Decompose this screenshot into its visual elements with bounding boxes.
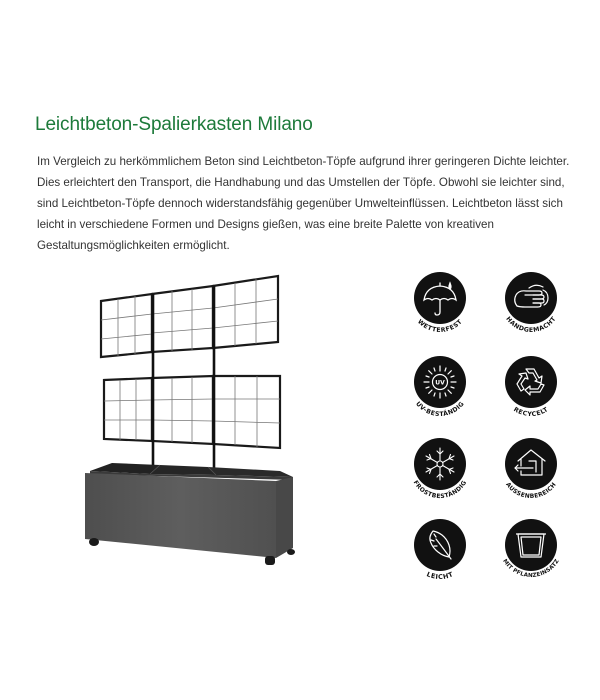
uv-text: UV xyxy=(435,379,445,387)
description-line: Dies erleichtert den Transport, die Handhabung und das Umstellen der Töpfe. Obwohl sie leichter sind, xyxy=(37,176,565,189)
feature-outdoor xyxy=(491,434,571,514)
planter-side xyxy=(276,477,293,558)
trellis-bottom xyxy=(104,376,280,448)
feature-label: WETTERFEST xyxy=(416,318,464,335)
trellis-top xyxy=(101,276,278,357)
product-description xyxy=(37,151,577,256)
feature-frost-resistant xyxy=(400,434,480,514)
description-line: Im Vergleich zu herkömmlichem Beton sind Leichtbeton-Töpfe aufgrund ihrer geringeren Dichte leichter. xyxy=(37,155,570,168)
description-line: Gestaltungsmöglichkeiten ermöglicht. xyxy=(37,239,230,252)
planter-foot xyxy=(89,538,99,546)
description-line: sind Leichtbeton-Töpfe dennoch widerstandsfähig gegenüber Umwelteinflüssen. Leichtbeton lässt sich xyxy=(37,197,563,210)
badge-plant-insert xyxy=(491,515,571,595)
feature-weatherproof xyxy=(400,268,480,348)
badge-handmade xyxy=(491,268,571,348)
planter-foot xyxy=(265,556,275,565)
trellis-posts xyxy=(153,286,214,473)
svg-text:LEICHT xyxy=(425,570,454,581)
feature-label: UV-BESTÄNDIG xyxy=(414,400,466,419)
planter-body xyxy=(85,473,276,558)
feature-label: LEICHT xyxy=(425,570,455,582)
feature-label: RECYCELT xyxy=(512,406,550,419)
badge-outdoor xyxy=(491,434,571,514)
feature-uv-resistant xyxy=(400,352,480,432)
feature-recycled xyxy=(491,352,571,432)
product-image xyxy=(80,268,310,588)
planter-foot xyxy=(287,549,295,555)
feature-handmade xyxy=(491,268,571,348)
badge-uv-resistant xyxy=(400,352,480,432)
feature-badges xyxy=(400,268,580,588)
feature-label: AUSSENBEREICH xyxy=(504,481,558,501)
feature-label: HANDGEMACHT xyxy=(504,315,558,335)
badge-weatherproof xyxy=(400,268,480,348)
description-line: leicht in verschiedene Formen und Designs gießen, was eine breite Palette von kreativen xyxy=(37,218,494,231)
feature-label: FROSTBESTÄNDIG xyxy=(411,479,469,501)
badge-frost-resistant xyxy=(400,434,480,514)
feature-lightweight xyxy=(400,515,480,595)
planter-trellis-illustration xyxy=(80,268,310,588)
feature-label: MIT PFLANZEINSATZ xyxy=(501,558,561,580)
feature-plant-insert xyxy=(491,515,571,595)
product-title: Leichtbeton-Spalierkasten Milano xyxy=(35,114,313,135)
badge-recycled xyxy=(491,352,571,432)
badge-lightweight xyxy=(400,515,480,595)
